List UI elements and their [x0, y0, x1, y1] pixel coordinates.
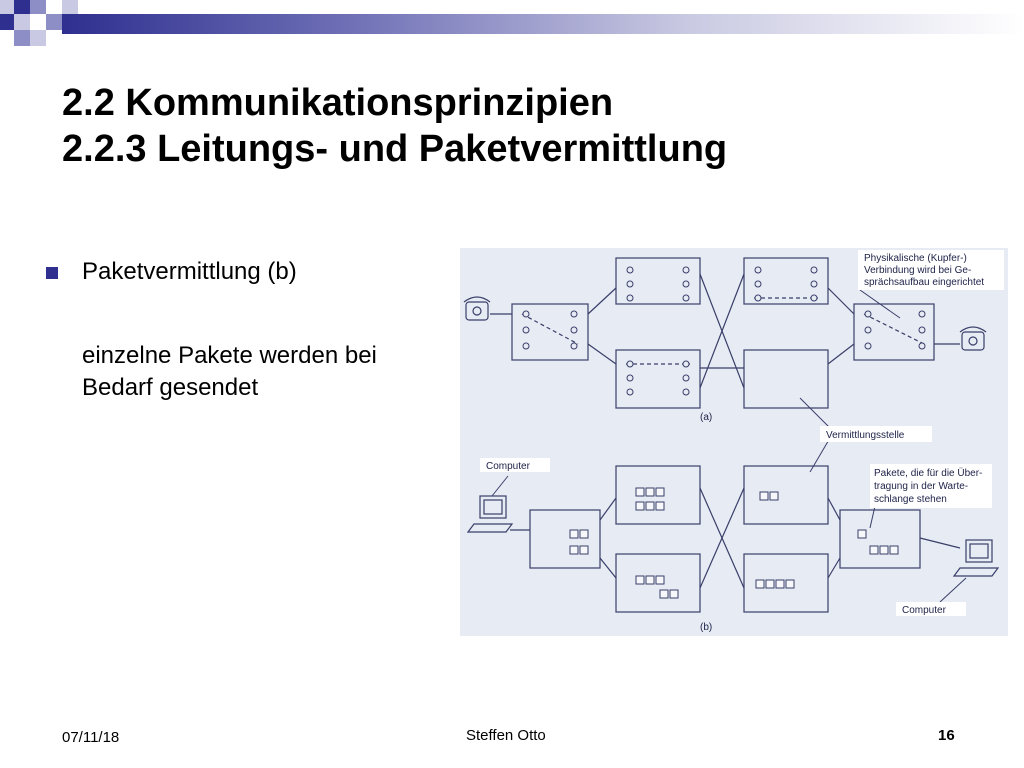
switch-box-b1 — [530, 510, 600, 568]
slide-title — [62, 80, 962, 172]
note-packets-line-1: Pakete, die für die Über- — [874, 468, 983, 479]
top-gradient-band — [62, 14, 1024, 34]
sub-text: einzelne Pakete werden bei Bedarf gesendet — [82, 342, 377, 401]
bullet-item — [46, 256, 436, 288]
label-a: (a) — [700, 412, 713, 423]
switch-box-a5 — [744, 350, 828, 408]
note-packets-line-2: tragung in der Warte- — [874, 481, 969, 492]
footer-author: Steffen Otto — [466, 727, 546, 744]
note-computer-left: Computer — [486, 461, 530, 472]
decor-square — [14, 14, 30, 30]
telephone-icon — [464, 297, 490, 320]
switch-box-b6 — [840, 510, 920, 568]
footer-date: 07/11/18 — [62, 729, 120, 746]
bullet-text: Paketvermittlung (b) — [82, 258, 297, 285]
top-decoration — [0, 0, 1024, 40]
note-switch: Vermittlungsstelle — [826, 430, 905, 441]
decor-square — [14, 0, 30, 14]
decor-square — [46, 14, 62, 30]
title-line-1: 2.2 Kommunikationsprinzipien — [62, 82, 614, 124]
decor-square — [30, 0, 46, 14]
diagram-svg — [460, 248, 1008, 636]
note-physical-line-1: Physikalische (Kupfer-) — [864, 253, 967, 264]
switching-diagram — [460, 248, 1008, 636]
label-b: (b) — [700, 622, 713, 633]
decor-square — [14, 30, 30, 46]
decor-square — [62, 0, 78, 14]
computer-icon — [468, 496, 512, 532]
computer-icon — [954, 540, 998, 576]
decor-square — [0, 14, 14, 30]
bullet-square-icon — [46, 267, 58, 279]
footer-page-number: 16 — [938, 727, 955, 744]
switch-box-b4 — [744, 466, 828, 524]
decor-square — [0, 0, 14, 14]
note-packets-line-3: schlange stehen — [874, 494, 947, 505]
note-computer-right: Computer — [902, 605, 946, 616]
note-physical-line-2: Verbindung wird bei Ge- — [864, 265, 972, 276]
telephone-icon — [960, 327, 986, 350]
decor-square — [30, 30, 46, 46]
title-line-2: 2.2.3 Leitungs- und Paketvermittlung — [62, 128, 728, 170]
note-physical-line-3: sprächsaufbau eingerichtet — [864, 277, 985, 288]
